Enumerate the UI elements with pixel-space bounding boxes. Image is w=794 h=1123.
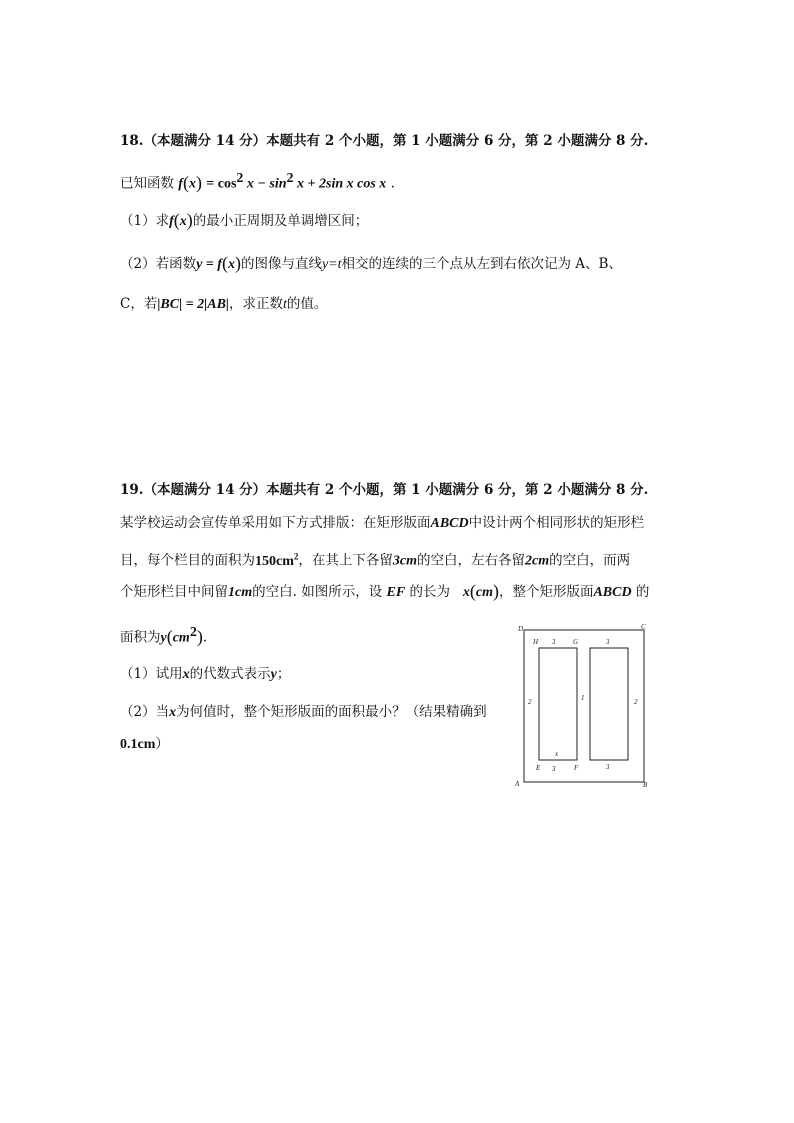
column-left	[539, 648, 577, 760]
q18-formula-f: f	[178, 176, 183, 192]
label-b: B	[643, 781, 648, 789]
board-abcd	[524, 630, 644, 782]
q19-line4: 面积为$y(cm^2)$.	[120, 625, 208, 647]
label-h: H	[533, 638, 539, 646]
q18-intro-prefix: 已知函数	[120, 175, 174, 192]
layout-diagram	[510, 620, 660, 795]
label-e: E	[536, 764, 541, 772]
q19-line3: 个矩形栏目中间留1cm的空白. 如图所示，设 EF 的长为 x(cm)，整个矩形版面ABCD 的	[120, 581, 650, 601]
label-a: A	[515, 780, 520, 788]
q18-intro-suffix: .	[386, 175, 395, 192]
q18-part1: （1）求f(x)的最小正周期及单调增区间；	[120, 210, 369, 230]
q18-intro: 已知函数 $f(x) = \cos^2 x - \sin^2 x + 2\sin$ x cos x .	[120, 171, 395, 193]
label-d: D	[518, 625, 524, 633]
q18-part2: （2）若函数y = f(x)的图像与直线y=t相交的连续的三个点从左到右依次记为 A、B、	[120, 253, 622, 273]
q19-part2-cont: 0.1cm）	[120, 736, 169, 752]
q18-part1-prefix: （1）求	[120, 213, 170, 229]
label-bottom-right: 3	[606, 763, 610, 771]
q19-header: 19.（本题满分 14 分）本题共有 2 个小题，第 1 小题满分 6 分，第 2 小题满分 8 分.	[120, 482, 649, 498]
q18-formula-mid2: x + 2sin x cos x	[293, 176, 387, 192]
label-top-right: 3	[606, 638, 610, 646]
q18-formula-x: x	[188, 176, 196, 192]
label-bottom-left: 3	[552, 765, 556, 773]
column-right	[590, 648, 628, 760]
label-x: x	[555, 750, 559, 758]
q18-part2-line: y=t	[321, 257, 342, 272]
label-f: F	[574, 764, 579, 772]
label-right: 2	[634, 698, 638, 706]
q18-part2-cont: C，若|BC| = 2|AB|，求正数t的值。	[120, 296, 328, 312]
label-left: 2	[528, 698, 532, 706]
q19-part2: （2）当x为何值时，整个矩形版面的面积最小？（结果精确到	[120, 704, 487, 720]
q18-formula-eq: = cos	[206, 176, 237, 192]
q18-header: 18.（本题满分 14 分）本题共有 2 个小题，第 1 小题满分 6 分，第 2 小题满分 8 分.	[120, 133, 649, 149]
q18-part2-bc: |BC| = 2|AB|	[157, 297, 230, 312]
q18-part2-yf: y = f	[196, 257, 222, 272]
label-c: C	[641, 623, 646, 631]
label-top-left: 3	[552, 638, 556, 646]
q19-line2: 目，每个栏目的面积为$150cm^2$，在其上下各留3cm的空白，左右各留2cm的空白，而两	[120, 551, 631, 569]
q19-part1: （1）试用x的代数式表示y；	[120, 666, 291, 682]
label-g: G	[573, 638, 579, 646]
q18-part1-suffix: 的最小正周期及单调增区间；	[192, 213, 369, 229]
label-middle: 1	[581, 694, 585, 702]
q18-formula-mid1: x − sin	[243, 176, 287, 192]
q19-line1: 某学校运动会宣传单采用如下方式排版：在矩形版面ABCD中设计两个相同形状的矩形栏	[120, 515, 645, 531]
